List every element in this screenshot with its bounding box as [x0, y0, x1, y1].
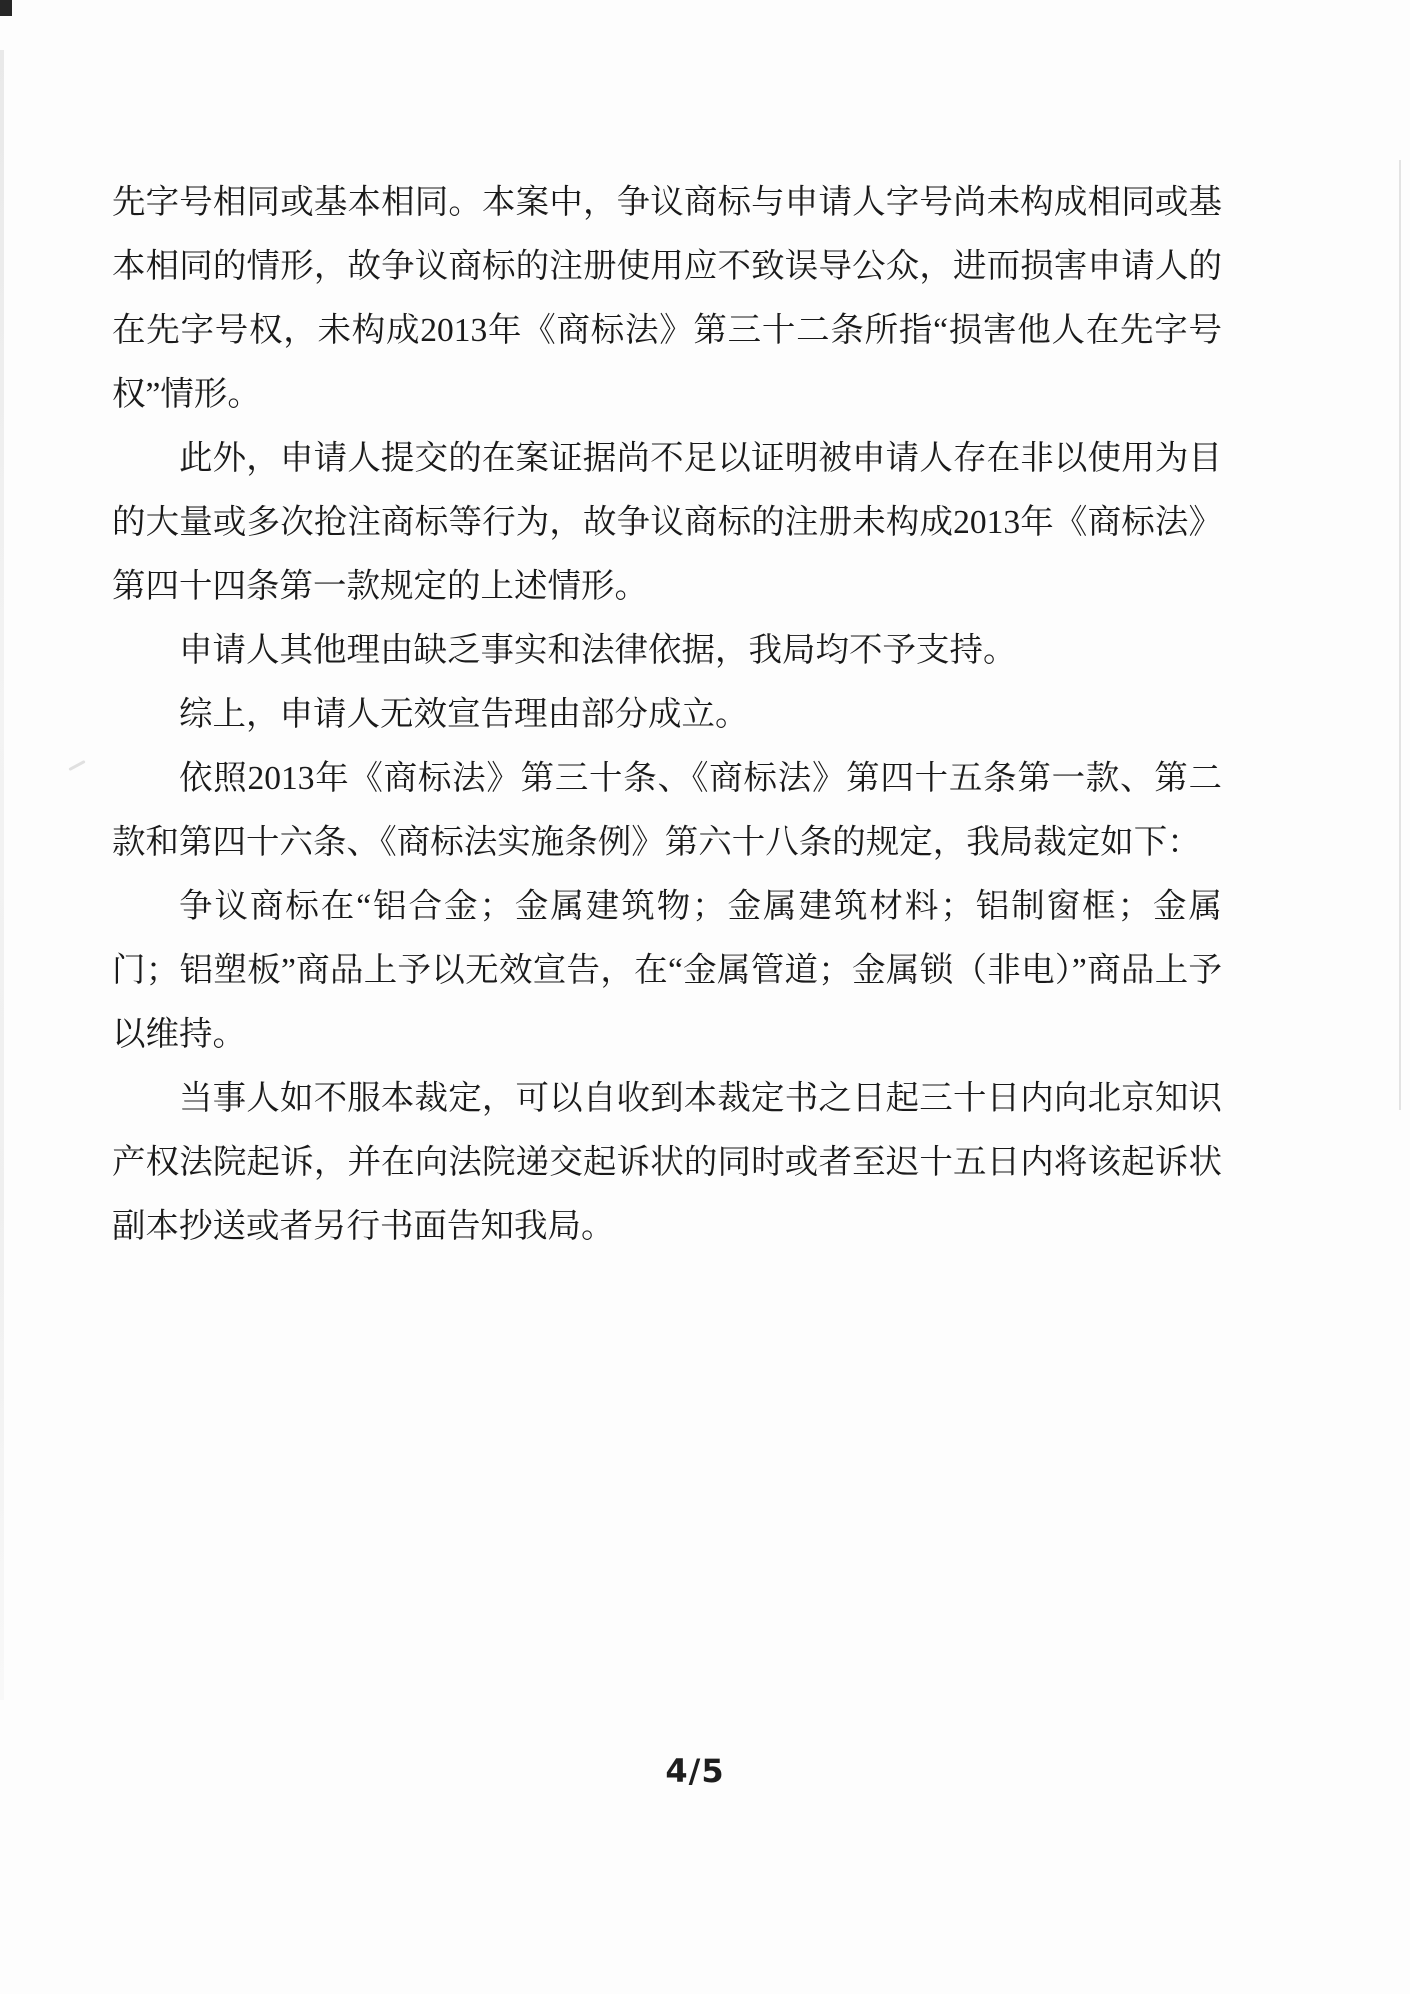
scan-artifact-corner-mark	[0, 0, 12, 16]
paragraph-conclusion: 综上，申请人无效宣告理由部分成立。	[179, 696, 749, 733]
paragraph-continuation: 先字号相同或基本相同。本案中，争议商标与申请人字号尚未构成相同或基本相同的情形，故争议商标的注册使用应不致误导公众，进而损害申请人的在先字号权，未构成2013年《商标法》第三十二条所指“损害他人在先字号权”情形。	[112, 184, 1222, 413]
paragraph-other-grounds: 申请人其他理由缺乏事实和法律依据，我局均不予支持。	[179, 632, 1017, 669]
paragraph-ruling: 争议商标在“铝合金；金属建筑物；金属建筑材料；铝制窗框；金属门；铝塑板”商品上予以无效宣告，在“金属管道；金属锁（非电）”商品上予以维持。	[112, 888, 1222, 1053]
paragraph-additional-evidence: 此外，申请人提交的在案证据尚不足以证明被申请人存在非以使用为目的大量或多次抢注商标等行为，故争议商标的注册未构成2013年《商标法》第四十四条第一款规定的上述情形。	[112, 440, 1222, 605]
paragraph-appeal-rights: 当事人如不服本裁定，可以自收到本裁定书之日起三十日内向北京知识产权法院起诉，并在向法院递交起诉状的同时或者至迟十五日内将该起诉状副本抄送或者另行书面告知我局。	[112, 1080, 1222, 1245]
page-number: 4/5	[665, 1752, 725, 1790]
paragraph-legal-basis: 依照2013年《商标法》第三十条、《商标法》第四十五条第一款、第二款和第四十六条、《商标法实施条例》第六十八条的规定，我局裁定如下：	[112, 760, 1222, 861]
scan-artifact-right-edge-line	[1399, 160, 1401, 1110]
scan-artifact-smudge	[68, 760, 85, 771]
scan-artifact-left-edge-streak	[0, 50, 4, 1700]
document-text-block	[112, 171, 1222, 1259]
